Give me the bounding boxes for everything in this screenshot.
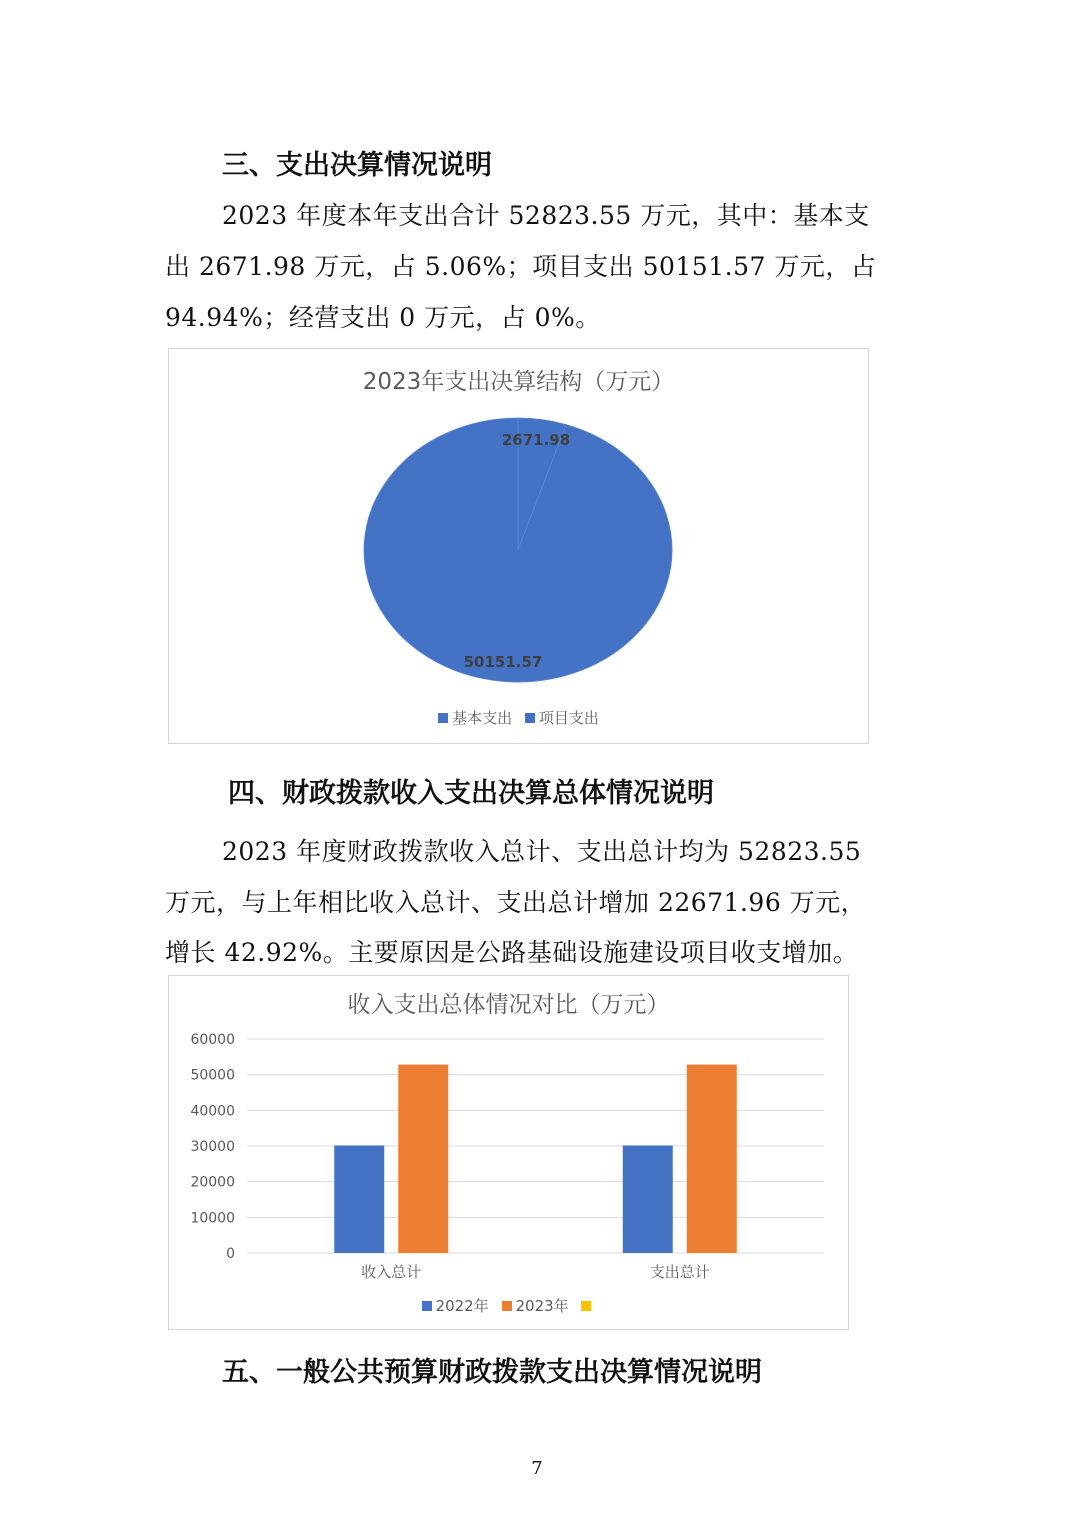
bar-y-tick-label: 60000 — [190, 1032, 235, 1048]
bar-chart-container — [168, 975, 849, 1330]
pie-data-label-basic: 2671.98 — [501, 431, 571, 449]
pie-chart — [169, 349, 868, 743]
section-3-line-1: 2023 年度本年支出合计 52823.55 万元，其中：基本支 — [222, 201, 870, 230]
bar-legend-item-2023 — [502, 1295, 569, 1316]
pie-legend-item-basic — [438, 707, 512, 728]
bar-2022-income — [334, 1145, 384, 1253]
pie-legend — [169, 707, 868, 728]
pie-slice-project — [364, 418, 672, 682]
bar-category-label: 支出总计 — [649, 1263, 710, 1281]
bar-legend — [169, 1295, 848, 1316]
bar-y-tick-label: 0 — [226, 1246, 235, 1262]
section-4-line-3: 增长 42.92%。主要原因是公路基础设施建设项目收支增加。 — [165, 938, 859, 967]
section-4-heading: 四、财政拨款收入支出决算总体情况说明 — [228, 778, 714, 809]
page-number: 7 — [531, 1458, 543, 1479]
bar-y-tick-label: 20000 — [190, 1174, 235, 1191]
section-4-line-2: 万元，与上年相比收入总计、支出总计增加 22671.96 万元， — [165, 888, 867, 917]
bar-legend-swatch-empty — [581, 1301, 591, 1311]
pie-chart-title: 2023年支出决算结构（万元） — [362, 369, 675, 395]
bar-2023-expense — [687, 1065, 737, 1253]
pie-legend-swatch-project — [525, 713, 535, 723]
section-4-line-1: 2023 年度财政拨款收入总计、支出总计均为 52823.55 — [222, 837, 862, 866]
bar-y-tick-label: 10000 — [190, 1210, 235, 1227]
bar-legend-swatch-2023 — [502, 1301, 512, 1311]
bar-legend-item-2022 — [422, 1295, 489, 1316]
bar-chart-title: 收入支出总体情况对比（万元） — [347, 992, 670, 1018]
bar-y-tick-label: 50000 — [190, 1067, 235, 1084]
pie-legend-item-project — [525, 707, 599, 728]
bar-2022-expense — [623, 1145, 673, 1253]
section-3-line-3: 94.94%；经营支出 0 万元，占 0%。 — [165, 303, 601, 332]
bar-legend-item-empty — [581, 1297, 595, 1315]
pie-data-label-project: 50151.57 — [463, 653, 543, 671]
pie-legend-swatch-basic — [438, 713, 448, 723]
bar-legend-label-2023: 2023年 — [515, 1297, 569, 1315]
pie-legend-label-project: 项目支出 — [538, 709, 599, 727]
section-3-heading: 三、支出决算情况说明 — [222, 150, 492, 181]
bar-y-tick-label: 40000 — [190, 1103, 235, 1120]
bar-category-label: 收入总计 — [361, 1263, 422, 1281]
bar-y-tick-label: 30000 — [190, 1139, 235, 1155]
section-5-heading: 五、一般公共预算财政拨款支出决算情况说明 — [222, 1357, 762, 1388]
pie-legend-label-basic: 基本支出 — [452, 709, 513, 727]
bar-2023-income — [398, 1065, 448, 1253]
bar-legend-label-2022: 2022年 — [435, 1297, 489, 1315]
bar-chart — [169, 976, 848, 1329]
bar-legend-swatch-2022 — [422, 1301, 432, 1311]
pie-chart-container — [168, 348, 869, 744]
section-3-line-2: 出 2671.98 万元，占 5.06%；项目支出 50151.57 万元，占 — [165, 252, 877, 281]
